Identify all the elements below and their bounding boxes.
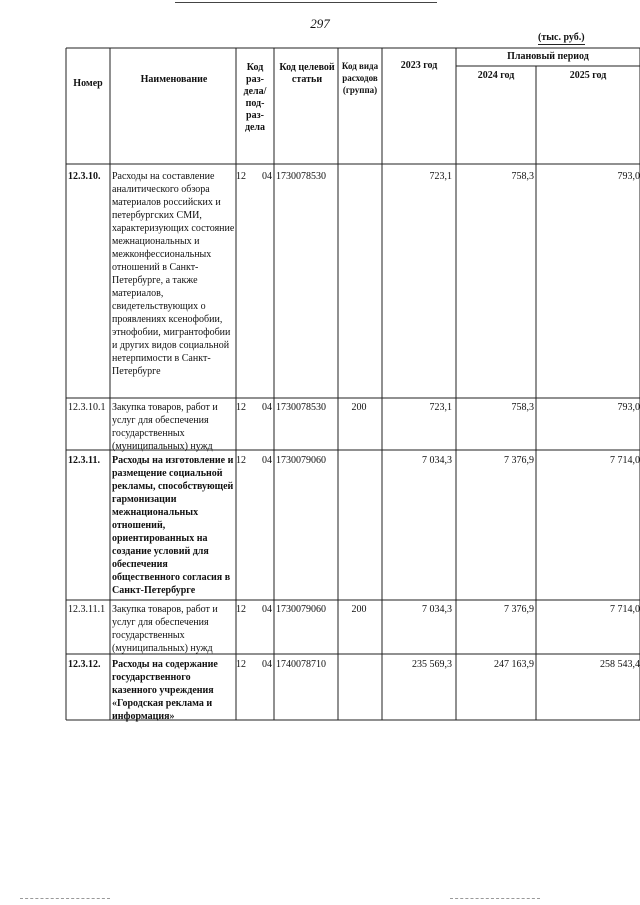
row-name: Расходы на содержание государственного казенного учреждения «Городская реклама и информация» (112, 659, 218, 722)
row-section-code: 12 (236, 402, 246, 413)
row-value-2023: 723,1 (429, 402, 452, 413)
row-number: 12.3.11.1 (68, 604, 106, 615)
footer-rule-right (450, 898, 540, 899)
row-subsection-code: 04 (262, 604, 272, 615)
header-name: Наименование (140, 74, 208, 85)
row-value-2025: 7 714,0 (610, 455, 640, 466)
row-expense-type: 200 (351, 402, 367, 413)
row-target-code: 1730078530 (276, 402, 326, 413)
row-value-2023: 723,1 (429, 171, 452, 182)
row-value-2024: 7 376,9 (504, 604, 534, 615)
row-number: 12.3.10.1 (68, 402, 106, 413)
row-section (236, 658, 272, 671)
row-section-code: 12 (236, 171, 246, 182)
row-value-2023: 7 034,3 (422, 604, 452, 615)
row-target-code: 1740078710 (276, 659, 326, 670)
row-number: 12.3.12. (68, 659, 101, 670)
row-value-2023: 7 034,3 (422, 455, 452, 466)
row-target-code: 1730079060 (276, 604, 326, 615)
row-target-code: 1730079060 (276, 455, 326, 466)
row-value-2025: 793,0 (617, 171, 640, 182)
page-number: 297 (310, 16, 330, 31)
row-name: Закупка товаров, работ и услуг для обеспечения государственных (муниципальных) нужд (112, 604, 218, 654)
header-year-2025: 2025 год (569, 70, 607, 81)
header-planned-period: Плановый период (507, 51, 589, 62)
header-section-code: Код раз- дела/ под- раз- дела (243, 62, 267, 133)
row-value-2024: 758,3 (511, 171, 534, 182)
header-target-code: Код целевой статьи (279, 62, 335, 85)
row-section (236, 454, 272, 467)
row-section-code: 12 (236, 659, 246, 670)
row-section (236, 170, 272, 183)
row-value-2025: 793,0 (617, 402, 640, 413)
row-value-2024: 247 163,9 (494, 659, 534, 670)
row-value-2025: 7 714,0 (610, 604, 640, 615)
row-subsection-code: 04 (262, 455, 272, 466)
row-section-code: 12 (236, 455, 246, 466)
row-value-2024: 7 376,9 (504, 455, 534, 466)
row-name: Закупка товаров, работ и услуг для обеспечения государственных (муниципальных) нужд (112, 402, 218, 452)
row-value-2023: 235 569,3 (412, 659, 452, 670)
row-section-code: 12 (236, 604, 246, 615)
row-name: Расходы на составление аналитического обзора материалов российских и петербургских СМИ, характеризующих состояние межнациональных и межконфессиональных отношений в Санкт-Петербурге, а также материалов, свидетельствующих о проявлениях ксенофобии, этнофобии, мигрантофобии и других видов социальной нетерпимости в Санкт-Петербурге (112, 171, 235, 377)
row-value-2024: 758,3 (511, 402, 534, 413)
row-number: 12.3.11. (68, 455, 100, 466)
row-subsection-code: 04 (262, 659, 272, 670)
header-year-2024: 2024 год (477, 70, 515, 81)
row-expense-type: 200 (351, 604, 367, 615)
row-value-2025: 258 543,4 (600, 659, 640, 670)
header-year-2023: 2023 год (400, 60, 438, 71)
row-target-code: 1730078530 (276, 171, 326, 182)
footer-rule-left (20, 898, 110, 899)
row-section (236, 603, 272, 616)
header-expense-type: Код вида расходов (группа) (341, 61, 379, 95)
row-subsection-code: 04 (262, 402, 272, 413)
row-subsection-code: 04 (262, 171, 272, 182)
units-label: (тыс. руб.) (538, 32, 585, 43)
row-section (236, 401, 272, 414)
header-number: Номер (73, 78, 103, 89)
row-name: Расходы на изготовление и размещение социальной рекламы, способствующей гармонизации межнациональных отношений, ориентированных на создание условий для обеспечения общественного согласия в Санкт-Петербурге (112, 455, 234, 596)
row-number: 12.3.10. (68, 171, 101, 182)
